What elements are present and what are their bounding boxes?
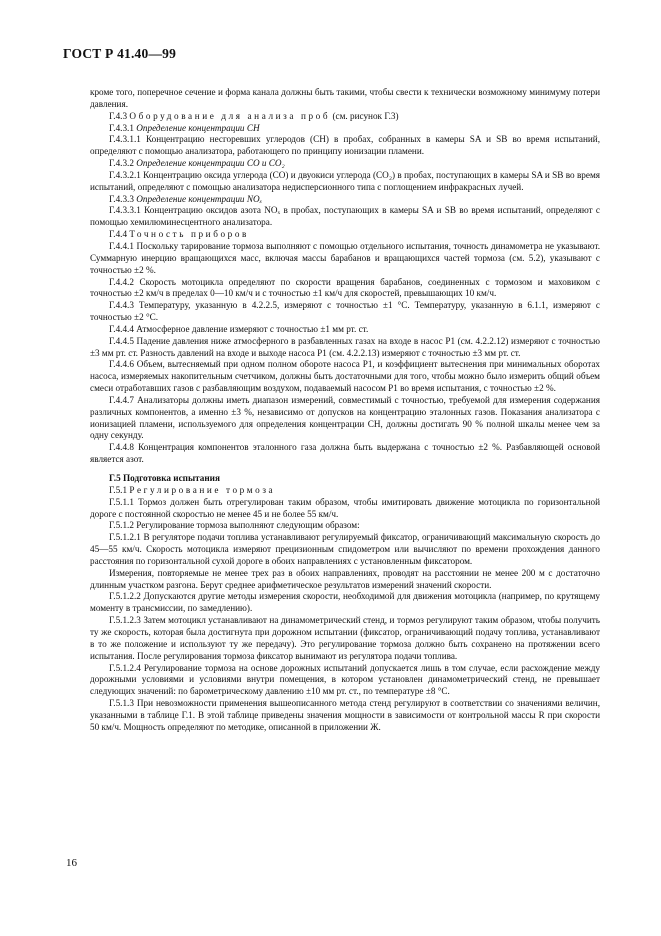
paragraph-g-5-1-3: Г.5.1.3 При невозможности применения вышеописанного метода стенд регулируют в соответствии со значениями величин, указанными в таблице Г.1. В этой таблице приведены значения мощности в зависимости от контрольной массы R при скорости 50 км/ч. Мощность определяют по методике, описанной в приложении Ж. <box>90 698 600 732</box>
paragraph-g-4-4-3: Г.4.4.3 Температуру, указанную в 4.2.2.5, измеряют с точностью ±1 °С. Температуру, указанную в 6.1.1, измеряют с точностью ±2 °С. <box>90 300 600 323</box>
subsection-title: Определение концентрации CH <box>136 122 260 133</box>
paragraph-g-4-4-8: Г.4.4.8 Концентрация компонентов эталонного газа должна быть выдержана с точностью ±2 %. Разбавляющей основой является азот. <box>90 442 600 465</box>
section-number: Г.5.1 <box>109 484 128 495</box>
section-heading-g-5: Г.5 Подготовка испытания <box>109 473 220 483</box>
paragraph-g-5-1-2-4: Г.5.1.2.4 Регулирование тормоза на основе дорожных испытаний допускается лишь в том случае, если расхождение между дорожными условиями и условиями внутри помещения, в котором установлен динамометрический стенд, не превышает следующих значений: по барометрическому давлению ±10 мм рт. ст., по температуре ±8 °С. <box>90 662 600 697</box>
subsection-title: Определение концентрации NOₓ <box>136 193 263 204</box>
paragraph-g-5-1-2-1: Г.5.1.2.1 В регуляторе подачи топлива устанавливают регулируемый фиксатор, ограничивающий максимальную скорость до 45—55 км/ч. Скорость мотоцикла измеряют прецизионным спидометром или вычисляют по времени прохождения данного расстояния по горизонтальной сухой дороге в обоих направлениях с установленным фиксатором. <box>90 532 600 566</box>
paragraph-g-4-4-4: Г.4.4.4 Атмосферное давление измеряют с точностью ±1 мм рт. ст. <box>109 323 369 334</box>
page-number: 16 <box>66 857 77 869</box>
paragraph-g-4-3-2-1: Г.4.3.2.1 Концентрацию оксида углерода (CO) и двуокиси углерода (CO₂) в пробах, поступающих в камеры SA и SB во время испытаний, определяют с помощью анализатора недисперсионного типа с поглощением инфракрасных лучей. <box>90 169 600 192</box>
paragraph-g-5-1-2-3: Г.5.1.2.3 Затем мотоцикл устанавливают на динамометрический стенд, и тормоз регулируют таким образом, чтобы получить ту же скорость, которая была достигнута при дорожном испытании (фиксатор, ограничивающий подачу топлива, устанавливают в то же положение и используют ту же передачу). Это регулирование тормоза должно быть сохранено на протяжении всего испытания. После регулирования тормоза фиксатор вынимают из регулятора подачи топлива. <box>90 615 600 661</box>
paragraph-g-5-1-2: Г.5.1.2 Регулирование тормоза выполняют следующим образом: <box>109 520 360 531</box>
subsection-title: Определение концентрации CO и CO₂ <box>136 158 285 169</box>
paragraph-g-4-4-6: Г.4.4.6 Объем, вытесняемый при одном полном обороте насоса P1, и коэффициент вытеснения при минимальных оборотах насоса, измеряемых накопительным счетчиком, должны быть достаточными для того, чтобы можно было измерить общий объем смеси отработавших газов с разбавляющим воздухом, подаваемый насосом P1 во время испытания, с точностью ±2 %. <box>90 359 600 394</box>
section-title: Точность приборов <box>129 229 249 240</box>
subsection-heading-g-4-3-3 <box>90 194 600 206</box>
section-title-tail: (см. рисунок Г.3) <box>332 110 399 121</box>
paragraph-g-4-4-7: Г.4.4.7 Анализаторы должны иметь диапазон измерений, совместимый с точностью, требуемой для измерения содержания различных компонентов, а именно ±3 %, независимо от допусков на концентрацию эталонных газов. Показания анализатора с ионизацией пламени, используемого для определения концентрации CH, должны достигать 90 % полной шкалы менее чем за одну секунду. <box>90 394 600 441</box>
subsection-heading-g-4-3-2 <box>90 158 600 170</box>
section-number: Г.4.4 <box>109 229 128 240</box>
section-heading-g-4-3 <box>90 111 600 123</box>
section-title: Оборудование для анализа проб <box>129 110 331 121</box>
section-number: Г.4.3 <box>109 110 128 121</box>
section-heading-g-4-4 <box>90 229 600 241</box>
paragraph-g-5-1-2-2: Г.5.1.2.2 Допускаются другие методы измерения скорости, необходимой для движения мотоцикла (например, по крутящему моменту в трансмиссии, по замедлению). <box>90 591 600 614</box>
subsection-number: Г.4.3.2 <box>109 158 134 169</box>
section-gap <box>90 466 600 473</box>
subsection-number: Г.4.3.1 <box>109 122 134 133</box>
paragraph-continuation: кроме того, поперечное сечение и форма канала должны быть такими, чтобы свести к технически возможному минимуму потери давления. <box>90 87 600 109</box>
paragraph-g-4-4-5: Г.4.4.5 Падение давления ниже атмосферного в разбавленных газах на входе в насос P1 (см. 4.2.2.12) измеряют с точностью ±3 мм рт. ст. Разность давлений на входе и выходе насоса P1 (см. 4.2.2.13) измеряют с точностью ±3 мм рт. ст. <box>90 335 600 358</box>
paragraph-g-5-1-1: Г.5.1.1 Тормоз должен быть отрегулирован таким образом, чтобы имитировать движение мотоцикла по горизонтальной дороге с постоянной скоростью не менее 45 и не более 55 км/ч. <box>90 496 600 519</box>
document-header: ГОСТ Р 41.40—99 <box>63 46 177 61</box>
paragraph-g-4-4-1: Г.4.4.1 Поскольку тарирование тормоза выполняют с помощью отдельного испытания, точность динамометра не указывают. Суммарную инерцию вращающихся масс, включая массы барабанов и вращающихся частей тормоза (см. 5.2), указывают с точностью ±2 %. <box>90 240 600 275</box>
paragraph-g-4-3-1-1: Г.4.3.1.1 Концентрацию несгоревших углеродов (CH) в пробах, собранных в камеры SA и SB во время испытаний, определяют с помощью анализатора, работающего по принципу ионизации пламени. <box>90 134 600 157</box>
paragraph-measurements: Измерения, повторяемые не менее трех раз в обоих направлениях, проводят на расстоянии не менее 200 м с достаточно длинным участком разгона. Берут среднее арифметическое результатов измерений значений скорости. <box>90 567 600 590</box>
subsection-number: Г.4.3.3 <box>109 193 134 204</box>
subsection-heading-g-4-3-1 <box>90 123 600 135</box>
paragraph-g-4-4-2: Г.4.4.2 Скорость мотоцикла определяют по скорости вращения барабанов, соединенных с тормозом и маховиком с точностью ±2 км/ч в пределах 0—10 км/ч и с точностью ±1 км/ч для скоростей, превышающих 10 км/ч. <box>90 276 600 299</box>
paragraph-g-4-3-3-1: Г.4.3.3.1 Концентрацию оксидов азота NOₓ в пробах, поступающих в камеры SA и SB во время испытаний, определяют с помощью хемилюминесцентного анализатора. <box>90 205 600 228</box>
section-title: Регулирование тормоза <box>129 484 276 495</box>
document-body <box>90 87 600 734</box>
section-heading-g-5-1 <box>90 485 600 497</box>
